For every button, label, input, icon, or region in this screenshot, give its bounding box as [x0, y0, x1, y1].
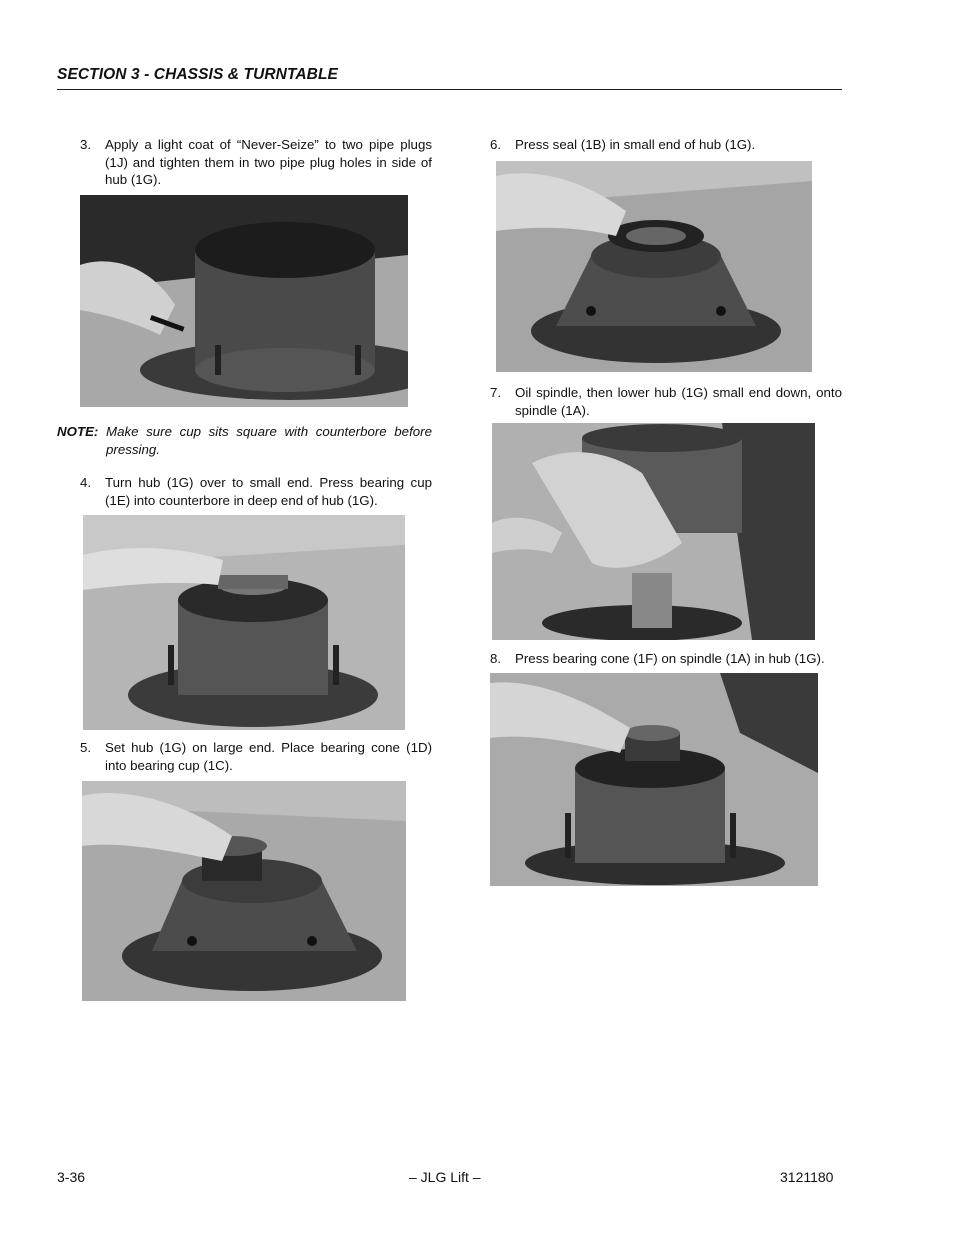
- section-title: SECTION 3 - CHASSIS & TURNTABLE: [57, 66, 338, 83]
- photo-seal-press: [496, 161, 812, 372]
- step-number: 7.: [490, 385, 502, 400]
- step-text: Set hub (1G) on large end. Place bearing cone (1D) into bearing cup (1C).: [105, 740, 432, 773]
- step-text: Press bearing cone (1F) on spindle (1A) in hub (1G).: [515, 651, 825, 666]
- photo-hub-onto-spindle: [492, 423, 815, 640]
- step-number: 4.: [80, 475, 92, 490]
- step-text: Turn hub (1G) over to small end. Press bearing cup (1E) into counterbore in deep end of hub (1G).: [105, 475, 432, 508]
- photo-hub-pipe-plugs: [80, 195, 408, 407]
- note-label: NOTE:: [57, 424, 99, 439]
- step-text: Apply a light coat of “Never-Seize” to two pipe plugs (1J) and tighten them in two pipe plug holes in side of hub (1G).: [105, 137, 432, 187]
- header-divider: [57, 89, 842, 90]
- step-number: 6.: [490, 137, 502, 152]
- footer-doc-number: 3121180: [780, 1169, 834, 1185]
- photo-bearing-cone-spindle: [490, 673, 818, 886]
- step-text: Press seal (1B) in small end of hub (1G).: [515, 137, 756, 152]
- step-text: Oil spindle, then lower hub (1G) small end down, onto spindle (1A).: [515, 385, 842, 418]
- photo-bearing-cup-press: [83, 515, 405, 730]
- step-number: 8.: [490, 651, 502, 666]
- note-text: Make sure cup sits square with counterbore before pressing.: [106, 424, 432, 457]
- step-number: 5.: [80, 740, 92, 755]
- step-number: 3.: [80, 137, 92, 152]
- photo-bearing-cone-place: [82, 781, 406, 1001]
- footer-page-number: 3-36: [57, 1169, 86, 1185]
- footer-center-label: – JLG Lift –: [409, 1169, 481, 1185]
